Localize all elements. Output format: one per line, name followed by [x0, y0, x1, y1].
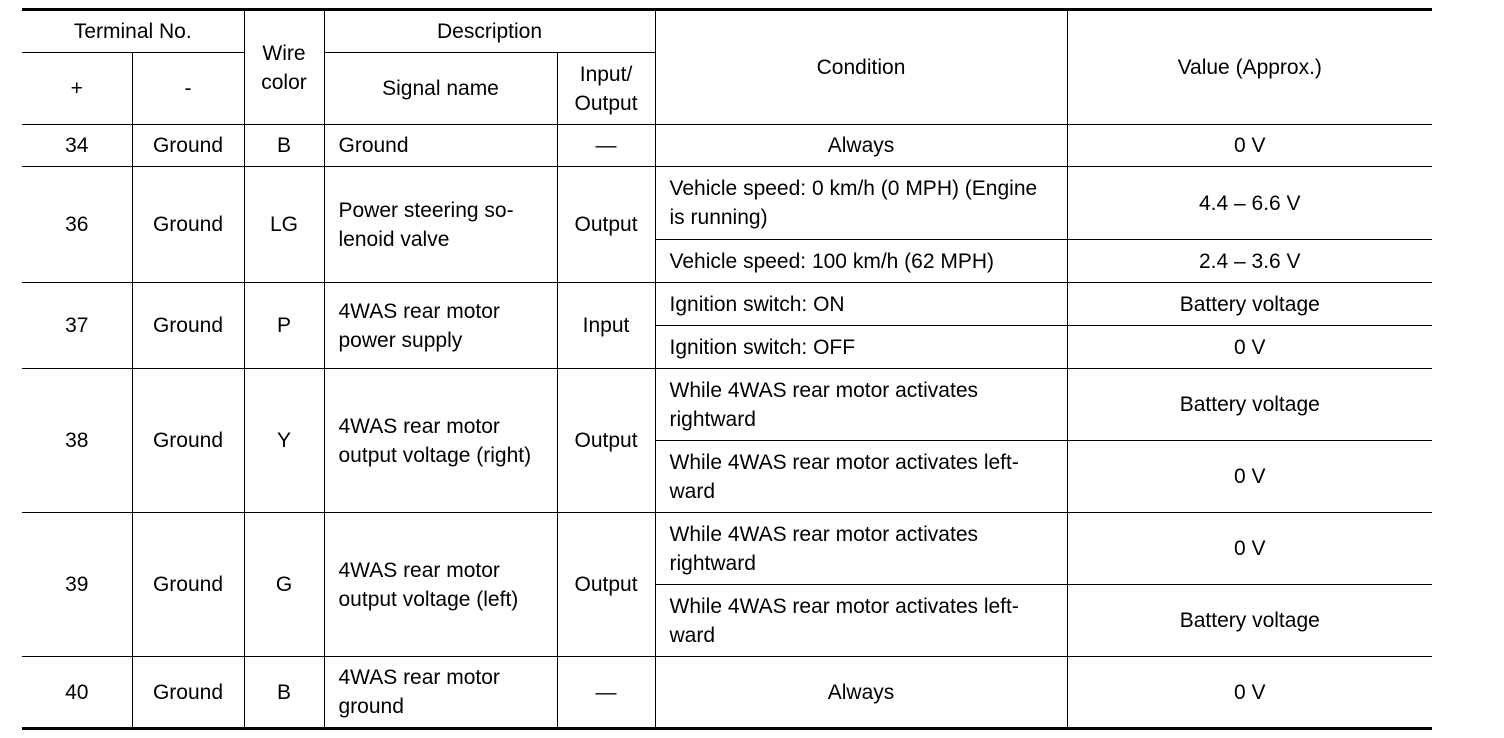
value: Battery voltage — [1067, 283, 1432, 326]
table-row — [22, 369, 1432, 441]
header-terminal-no: Terminal No. — [22, 10, 244, 53]
header-signal-name: Signal name — [324, 53, 557, 125]
header-condition: Condition — [655, 10, 1067, 125]
condition: Ignition switch: ON — [655, 283, 1067, 326]
terminal-plus: 38 — [22, 369, 132, 513]
terminal-plus: 37 — [22, 283, 132, 369]
condition: Always — [655, 657, 1067, 729]
signal-name: 4WAS rear motor output voltage (right) — [324, 369, 557, 513]
value: 0 V — [1067, 125, 1432, 167]
value: 0 V — [1067, 513, 1432, 585]
input-output: — — [557, 125, 655, 167]
terminal-minus: Ground — [132, 513, 244, 657]
wire-color: G — [244, 513, 324, 657]
terminal-plus: 34 — [22, 125, 132, 167]
condition: While 4WAS rear motor activates left-ward — [655, 585, 1067, 657]
table-row — [22, 125, 1432, 167]
header-plus: + — [22, 53, 132, 125]
terminal-minus: Ground — [132, 369, 244, 513]
condition: Ignition switch: OFF — [655, 326, 1067, 369]
header-value: Value (Approx.) — [1067, 10, 1432, 125]
input-output: Input — [557, 283, 655, 369]
condition: Vehicle speed: 0 km/h (0 MPH) (Engine is running) — [655, 167, 1067, 240]
value: 2.4 – 3.6 V — [1067, 240, 1432, 283]
header-description: Description — [324, 10, 655, 53]
condition: While 4WAS rear motor activates rightward — [655, 369, 1067, 441]
input-output: Output — [557, 513, 655, 657]
signal-name: 4WAS rear motor ground — [324, 657, 557, 729]
terminal-plus: 36 — [22, 167, 132, 283]
terminal-minus: Ground — [132, 125, 244, 167]
terminal-plus: 39 — [22, 513, 132, 657]
value: 0 V — [1067, 441, 1432, 513]
terminal-minus: Ground — [132, 657, 244, 729]
header-wire-color: Wire color — [244, 10, 324, 125]
condition: Vehicle speed: 100 km/h (62 MPH) — [655, 240, 1067, 283]
wire-color: B — [244, 125, 324, 167]
value: 0 V — [1067, 657, 1432, 729]
value: Battery voltage — [1067, 585, 1432, 657]
signal-name: 4WAS rear motor power supply — [324, 283, 557, 369]
input-output: — — [557, 657, 655, 729]
wire-color: LG — [244, 167, 324, 283]
terminal-minus: Ground — [132, 283, 244, 369]
terminal-plus: 40 — [22, 657, 132, 729]
signal-name: 4WAS rear motor output voltage (left) — [324, 513, 557, 657]
terminal-minus: Ground — [132, 167, 244, 283]
input-output: Output — [557, 369, 655, 513]
wire-color: B — [244, 657, 324, 729]
condition: While 4WAS rear motor activates rightward — [655, 513, 1067, 585]
value: 0 V — [1067, 326, 1432, 369]
header-minus: - — [132, 53, 244, 125]
signal-name: Ground — [324, 125, 557, 167]
value: 4.4 – 6.6 V — [1067, 167, 1432, 240]
condition: While 4WAS rear motor activates left-ward — [655, 441, 1067, 513]
table-row — [22, 167, 1432, 240]
table-row — [22, 657, 1432, 729]
signal-name: Power steering so-lenoid valve — [324, 167, 557, 283]
table-row — [22, 513, 1432, 585]
header-row-1 — [22, 10, 1432, 53]
terminal-spec-table — [22, 8, 1432, 730]
wire-color: P — [244, 283, 324, 369]
input-output: Output — [557, 167, 655, 283]
condition: Always — [655, 125, 1067, 167]
header-input-output: Input/ Output — [557, 53, 655, 125]
wire-color: Y — [244, 369, 324, 513]
value: Battery voltage — [1067, 369, 1432, 441]
table-row — [22, 283, 1432, 326]
